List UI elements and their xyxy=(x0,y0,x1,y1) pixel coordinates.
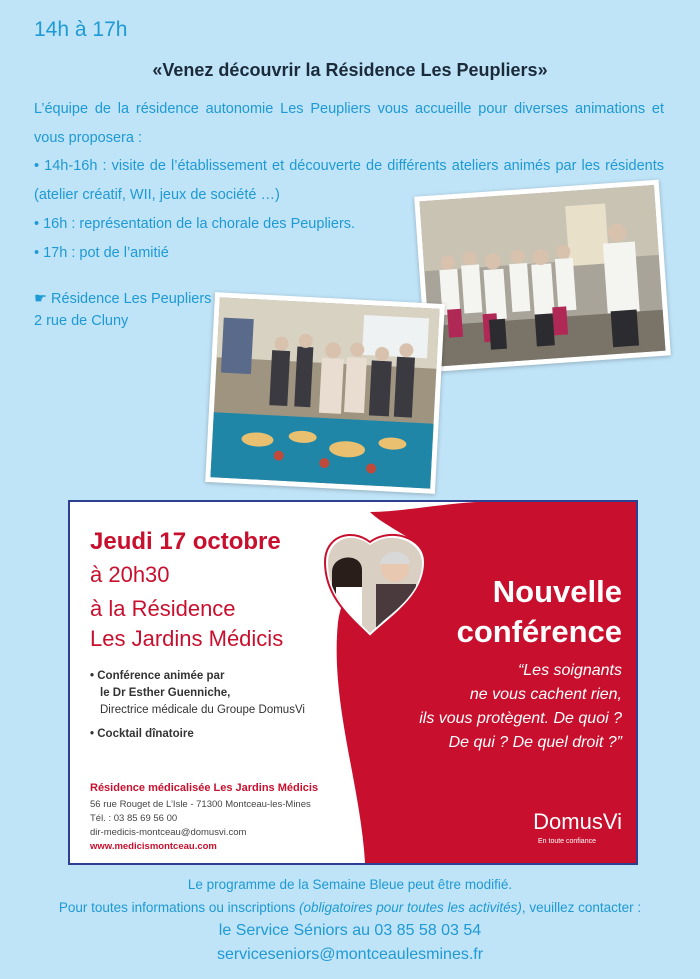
ad-date: Jeudi 17 octobre xyxy=(90,528,281,555)
domusvi-logo: DomusVi xyxy=(533,809,622,834)
choir-photo xyxy=(414,180,671,373)
ad-quote-line-1: “Les soignants xyxy=(517,662,622,679)
ad-headline-2: conférence xyxy=(456,614,622,649)
event-time: 14h à 17h xyxy=(34,18,128,41)
footer-email[interactable]: serviceseniors@montceaulesmines.fr xyxy=(216,946,484,963)
ad-hour: à 20h30 xyxy=(90,562,170,587)
program-item: • 14h-16h : visite de l’établissement et découverte de différents ateliers animés par les résidents (atelier créatif, WII, jeux de société …) xyxy=(34,158,664,203)
footer-notice: Le programme de la Semaine Bleue peut être modifié. xyxy=(187,877,513,892)
ad-residence-address: 56 rue Rouget de L’Isle - 71300 Montceau-les-Mines xyxy=(90,799,311,810)
ad-conference-speaker-intro: • Conférence animée par xyxy=(90,670,225,682)
ad-quote-line-4: De qui ? De quel droit ?” xyxy=(448,734,622,751)
program-item: • 17h : pot de l’amitié xyxy=(34,245,169,261)
ad-place-line-1: à la Résidence xyxy=(90,596,236,621)
ad-residence-email: dir-medicis-montceau@domusvi.com xyxy=(90,827,247,838)
ad-conference-speaker: le Dr Esther Guenniche, xyxy=(100,687,231,699)
footer-phone: le Service Séniors au 03 85 58 03 54 xyxy=(218,922,482,939)
ad-cocktail: • Cocktail dînatoire xyxy=(90,728,194,740)
program-item: • 16h : représentation de la chorale des Peupliers. xyxy=(34,216,356,232)
ad-quote-line-3: ils vous protègent. De quoi ? xyxy=(419,710,622,727)
address-line-2: 2 rue de Cluny xyxy=(34,313,129,329)
domusvi-tagline: En toute confiance xyxy=(538,838,596,845)
ad-headline-1: Nouvelle xyxy=(492,574,622,609)
ad-quote-line-2: ne vous cachent rien, xyxy=(469,686,622,703)
pointing-hand-icon: ☛ xyxy=(34,291,47,307)
ad-residence-name: Résidence médicalisée Les Jardins Médicis xyxy=(90,782,319,794)
address-line-1: Résidence Les Peupliers xyxy=(51,291,212,307)
ad-place-line-2: Les Jardins Médicis xyxy=(90,626,284,651)
buffet-photo xyxy=(205,292,445,494)
ad-residence-phone: Tél. : 03 85 69 56 00 xyxy=(90,813,178,824)
ad-residence-website: www.medicismontceau.com xyxy=(90,841,217,852)
event-address xyxy=(34,288,211,332)
footer-contact-intro: Pour toutes informations ou inscriptions (obligatoires pour toutes les activités), veuillez contacter : xyxy=(58,900,642,915)
event-title: «Venez découvrir la Résidence Les Peupliers» xyxy=(152,60,548,80)
intro-paragraph: L’équipe de la résidence autonomie Les Peupliers vous accueille pour diverses animations et vous proposera : xyxy=(34,101,664,146)
ad-conference-speaker-role: Directrice médicale du Groupe DomusVi xyxy=(100,704,305,716)
conference-ad xyxy=(68,500,638,865)
